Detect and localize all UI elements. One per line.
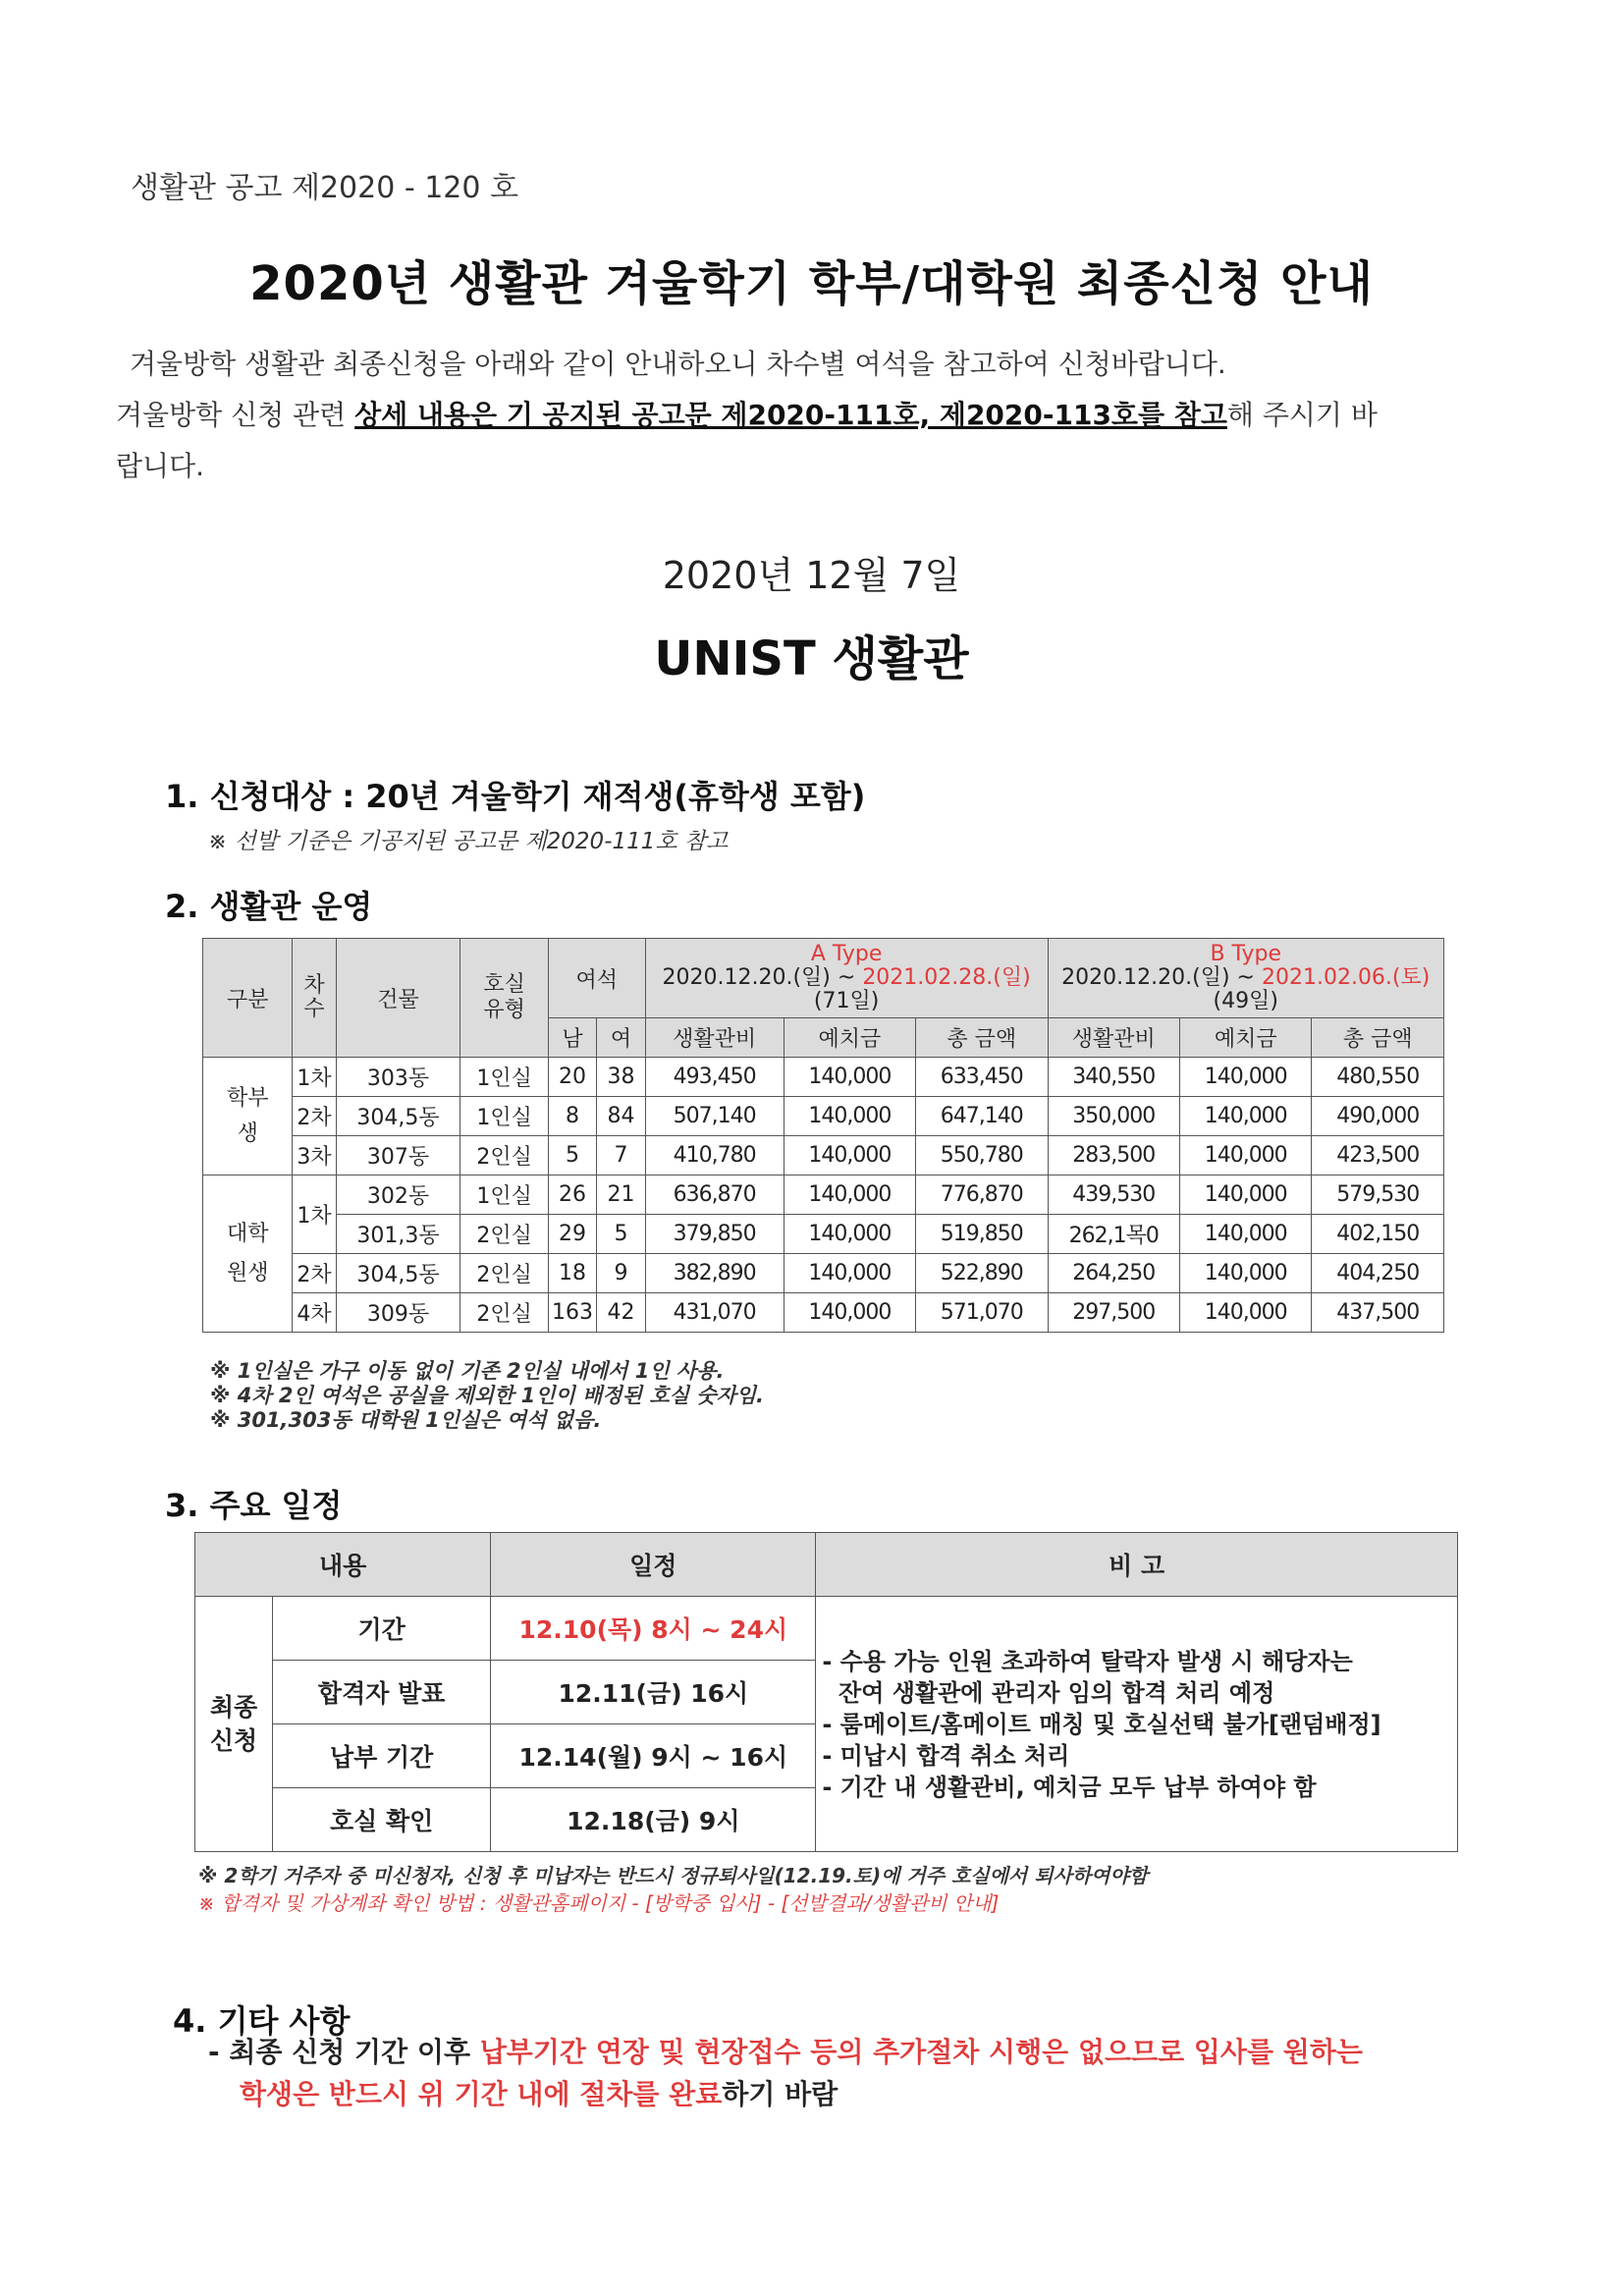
table-row xyxy=(203,1136,1444,1175)
cell-male: 163 xyxy=(548,1293,596,1333)
cell-round: 2차 xyxy=(293,1097,336,1136)
table-row xyxy=(203,1215,1444,1254)
section-4-line-2-red: 학생은 반드시 위 기간 내에 절차를 완료 xyxy=(240,2078,723,2110)
cell-a-total: 519,850 xyxy=(916,1215,1048,1254)
cell-a-fee: 507,140 xyxy=(645,1097,784,1136)
section-4-line-2 xyxy=(208,2073,1363,2115)
intro-reference: 상세 내용은 기 공지된 공고문 제2020-111호, 제2020-113호를 참고 xyxy=(354,399,1227,431)
cell-a-deposit: 140,000 xyxy=(784,1254,915,1293)
group-undergrad xyxy=(203,1058,293,1175)
cell-female: 38 xyxy=(597,1058,645,1097)
section-4-body xyxy=(208,2031,1363,2115)
cell-building: 301,3동 xyxy=(336,1215,460,1254)
cell-male: 20 xyxy=(548,1058,596,1097)
header-a-total: 총 금액 xyxy=(916,1018,1048,1058)
cell-room: 1인실 xyxy=(460,1058,548,1097)
cell-building: 302동 xyxy=(336,1175,460,1215)
cell-room: 2인실 xyxy=(460,1254,548,1293)
intro-paragraph xyxy=(116,339,1530,492)
intro-line-3: 랍니다. xyxy=(116,450,205,482)
remarks-cell xyxy=(816,1597,1458,1852)
cell-schedule: 12.10(목) 8시 ~ 24시 xyxy=(491,1597,816,1661)
cell-a-fee: 410,780 xyxy=(645,1136,784,1175)
cell-b-deposit: 140,000 xyxy=(1179,1254,1311,1293)
cell-a-fee: 493,450 xyxy=(645,1058,784,1097)
cell-b-deposit: 140,000 xyxy=(1179,1215,1311,1254)
header-b-deposit: 예치금 xyxy=(1179,1018,1311,1058)
b-type-label: B Type xyxy=(1210,942,1282,966)
remark-4: - 미납시 합격 취소 처리 xyxy=(822,1741,1070,1770)
cell-room: 2인실 xyxy=(460,1215,548,1254)
remark-1: - 수용 가능 인원 초과하여 탈락자 발생 시 해당자는 xyxy=(822,1647,1353,1675)
cell-b-deposit: 140,000 xyxy=(1179,1136,1311,1175)
header-building: 건물 xyxy=(336,939,460,1058)
cell-a-deposit: 140,000 xyxy=(784,1097,915,1136)
intro-line-2-pre: 겨울방학 신청 관련 xyxy=(116,399,355,431)
header-female: 여 xyxy=(597,1018,645,1058)
cell-b-fee: 439,530 xyxy=(1048,1175,1179,1215)
section-4-line-1-pre: - 최종 신청 기간 이후 xyxy=(208,2036,480,2068)
section-2-notes xyxy=(210,1359,764,1433)
cell-a-total: 571,070 xyxy=(916,1293,1048,1333)
cell-round: 2차 xyxy=(293,1254,336,1293)
cell-b-deposit: 140,000 xyxy=(1179,1097,1311,1136)
cell-a-total: 647,140 xyxy=(916,1097,1048,1136)
group-grad-text: 대학원생 xyxy=(226,1221,269,1285)
section-2-title: 2. 생활관 운영 xyxy=(165,888,373,925)
cell-round: 1차 xyxy=(293,1175,336,1254)
schedule-table xyxy=(194,1532,1458,1852)
cell-b-deposit: 140,000 xyxy=(1179,1058,1311,1097)
cell-b-deposit: 140,000 xyxy=(1179,1175,1311,1215)
notice-date: 2020년 12월 7일 xyxy=(662,554,961,597)
cell-building: 304,5동 xyxy=(336,1254,460,1293)
cell-a-fee: 431,070 xyxy=(645,1293,784,1333)
group-final-application-text: 최종신청 xyxy=(209,1692,258,1755)
section-3-note-1: ※ 2학기 거주자 중 미신청자, 신청 후 미납자는 반드시 정규퇴사일(12.19.토)에 거주 호실에서 퇴사하여야함 xyxy=(198,1864,1149,1887)
cell-item: 호실 확인 xyxy=(273,1788,491,1852)
cell-b-total: 423,500 xyxy=(1312,1136,1444,1175)
section-3-note-2: ※ 합격자 및 가상계좌 확인 방법 : 생활관홈페이지 - [방학중 입사] - [선발결과/생활관비 안내] xyxy=(198,1891,1000,1915)
header-category: 구분 xyxy=(203,939,293,1058)
cell-a-deposit: 140,000 xyxy=(784,1058,915,1097)
section-2-note-1: ※ 1인실은 가구 이동 없이 기존 2인실 내에서 1인 사용. xyxy=(210,1359,725,1383)
b-period-start: 2020.12.20.(일) ~ xyxy=(1061,965,1262,990)
header-male: 남 xyxy=(548,1018,596,1058)
header-round xyxy=(293,939,336,1058)
cell-room: 2인실 xyxy=(460,1136,548,1175)
cell-a-total: 522,890 xyxy=(916,1254,1048,1293)
cell-schedule: 12.11(금) 16시 xyxy=(491,1661,816,1724)
cell-a-fee: 636,870 xyxy=(645,1175,784,1215)
cell-building: 303동 xyxy=(336,1058,460,1097)
cell-b-fee: 264,250 xyxy=(1048,1254,1179,1293)
intro-line-2-post: 해 주시기 바 xyxy=(1226,399,1378,431)
header-room-type-text: 호실유형 xyxy=(483,972,525,1022)
page-title: 2020년 생활관 겨울학기 학부/대학원 최종신청 안내 xyxy=(249,256,1374,311)
remark-2: 잔여 생활관에 관리자 임의 합격 처리 예정 xyxy=(822,1678,1275,1707)
remark-5: - 기간 내 생활관비, 예치금 모두 납부 하여야 함 xyxy=(822,1773,1317,1801)
cell-round: 4차 xyxy=(293,1293,336,1333)
b-type-period xyxy=(1049,966,1443,990)
cell-round: 1차 xyxy=(293,1058,336,1097)
cell-b-fee: 350,000 xyxy=(1048,1097,1179,1136)
cell-a-total: 776,870 xyxy=(916,1175,1048,1215)
organization-name: UNIST 생활관 xyxy=(654,631,969,686)
header-content: 내용 xyxy=(195,1533,491,1597)
a-type-label: A Type xyxy=(810,942,883,966)
header-a-type xyxy=(645,939,1048,1018)
b-type-days: (49일) xyxy=(1213,989,1278,1013)
cell-b-total: 480,550 xyxy=(1312,1058,1444,1097)
dormitory-table xyxy=(202,938,1444,1333)
a-type-days: (71일) xyxy=(813,989,880,1013)
cell-b-total: 579,530 xyxy=(1312,1175,1444,1215)
cell-item: 합격자 발표 xyxy=(273,1661,491,1724)
cell-room: 1인실 xyxy=(460,1097,548,1136)
cell-male: 5 xyxy=(548,1136,596,1175)
cell-building: 309동 xyxy=(336,1293,460,1333)
cell-male: 26 xyxy=(548,1175,596,1215)
section-3-title: 3. 주요 일정 xyxy=(165,1487,343,1524)
cell-male: 29 xyxy=(548,1215,596,1254)
header-a-deposit: 예치금 xyxy=(784,1018,915,1058)
cell-room: 2인실 xyxy=(460,1293,548,1333)
header-schedule: 일정 xyxy=(491,1533,816,1597)
section-4-title: 4. 기타 사항 xyxy=(173,2002,351,2040)
cell-a-deposit: 140,000 xyxy=(784,1175,915,1215)
section-2-note-3: ※ 301,303동 대학원 1인실은 여석 없음. xyxy=(210,1408,602,1432)
a-period-end: 2021.02.28.(일) xyxy=(862,965,1031,990)
section-4-line-1-red: 납부기간 연장 및 현장접수 등의 추가절차 시행은 없으므로 입사를 원하는 xyxy=(479,2036,1363,2068)
cell-building: 304,5동 xyxy=(336,1097,460,1136)
table-row xyxy=(203,1175,1444,1215)
header-b-type xyxy=(1048,939,1443,1018)
intro-line-1: 겨울방학 생활관 최종신청을 아래와 같이 안내하오니 차수별 여석을 참고하여 신청바랍니다. xyxy=(130,348,1226,380)
cell-male: 8 xyxy=(548,1097,596,1136)
section-4-line-1 xyxy=(208,2031,1363,2073)
a-period-start: 2020.12.20.(일) ~ xyxy=(662,965,863,990)
cell-a-deposit: 140,000 xyxy=(784,1215,915,1254)
header-b-fee: 생활관비 xyxy=(1048,1018,1179,1058)
cell-b-total: 437,500 xyxy=(1312,1293,1444,1333)
group-grad xyxy=(203,1175,293,1333)
cell-a-deposit: 140,000 xyxy=(784,1293,915,1333)
cell-female: 9 xyxy=(597,1254,645,1293)
cell-item: 납부 기간 xyxy=(273,1724,491,1788)
header-remarks: 비 고 xyxy=(816,1533,1458,1597)
notice-number: 생활관 공고 제2020 - 120 호 xyxy=(131,171,518,205)
section-1-title: 1. 신청대상 : 20년 겨울학기 재적생(휴학생 포함) xyxy=(165,778,866,815)
header-b-total: 총 금액 xyxy=(1312,1018,1444,1058)
table-row xyxy=(195,1597,1458,1661)
table-row xyxy=(203,1058,1444,1097)
cell-male: 18 xyxy=(548,1254,596,1293)
header-vacancy: 여석 xyxy=(548,939,645,1018)
cell-a-fee: 382,890 xyxy=(645,1254,784,1293)
cell-female: 7 xyxy=(597,1136,645,1175)
cell-female: 5 xyxy=(597,1215,645,1254)
header-a-fee: 생활관비 xyxy=(645,1018,784,1058)
group-undergrad-text: 학부생 xyxy=(226,1085,269,1146)
cell-b-fee: 262,1목0 xyxy=(1048,1215,1179,1254)
cell-building: 307동 xyxy=(336,1136,460,1175)
cell-b-deposit: 140,000 xyxy=(1179,1293,1311,1333)
cell-b-total: 490,000 xyxy=(1312,1097,1444,1136)
header-round-text: 차수 xyxy=(303,973,325,1021)
group-final-application xyxy=(195,1597,273,1852)
remark-3: - 룸메이트/홈메이트 매칭 및 호실선택 불가[랜덤배정] xyxy=(822,1710,1381,1738)
table-row xyxy=(203,1097,1444,1136)
table-row xyxy=(203,1254,1444,1293)
cell-female: 84 xyxy=(597,1097,645,1136)
cell-a-total: 550,780 xyxy=(916,1136,1048,1175)
cell-female: 42 xyxy=(597,1293,645,1333)
section-2-note-2: ※ 4차 2인 여석은 공실을 제외한 1인이 배정된 호실 숫자임. xyxy=(210,1384,765,1407)
cell-b-total: 404,250 xyxy=(1312,1254,1444,1293)
header-room-type xyxy=(460,939,548,1058)
cell-schedule: 12.18(금) 9시 xyxy=(491,1788,816,1852)
section-4-line-2-post: 하기 바람 xyxy=(722,2078,839,2110)
intro-line-2 xyxy=(116,390,1530,441)
cell-room: 1인실 xyxy=(460,1175,548,1215)
table-row xyxy=(203,1293,1444,1333)
cell-round: 3차 xyxy=(293,1136,336,1175)
a-type-period xyxy=(646,966,1048,990)
cell-a-total: 633,450 xyxy=(916,1058,1048,1097)
cell-b-fee: 297,500 xyxy=(1048,1293,1179,1333)
cell-a-deposit: 140,000 xyxy=(784,1136,915,1175)
b-period-end: 2021.02.06.(토) xyxy=(1261,965,1431,990)
cell-schedule: 12.14(월) 9시 ~ 16시 xyxy=(491,1724,816,1788)
cell-item: 기간 xyxy=(273,1597,491,1661)
cell-a-fee: 379,850 xyxy=(645,1215,784,1254)
cell-female: 21 xyxy=(597,1175,645,1215)
cell-b-fee: 340,550 xyxy=(1048,1058,1179,1097)
section-1-note: ※ 선발 기준은 기공지된 공고문 제2020-111호 참고 xyxy=(208,829,729,854)
cell-b-total: 402,150 xyxy=(1312,1215,1444,1254)
cell-b-fee: 283,500 xyxy=(1048,1136,1179,1175)
